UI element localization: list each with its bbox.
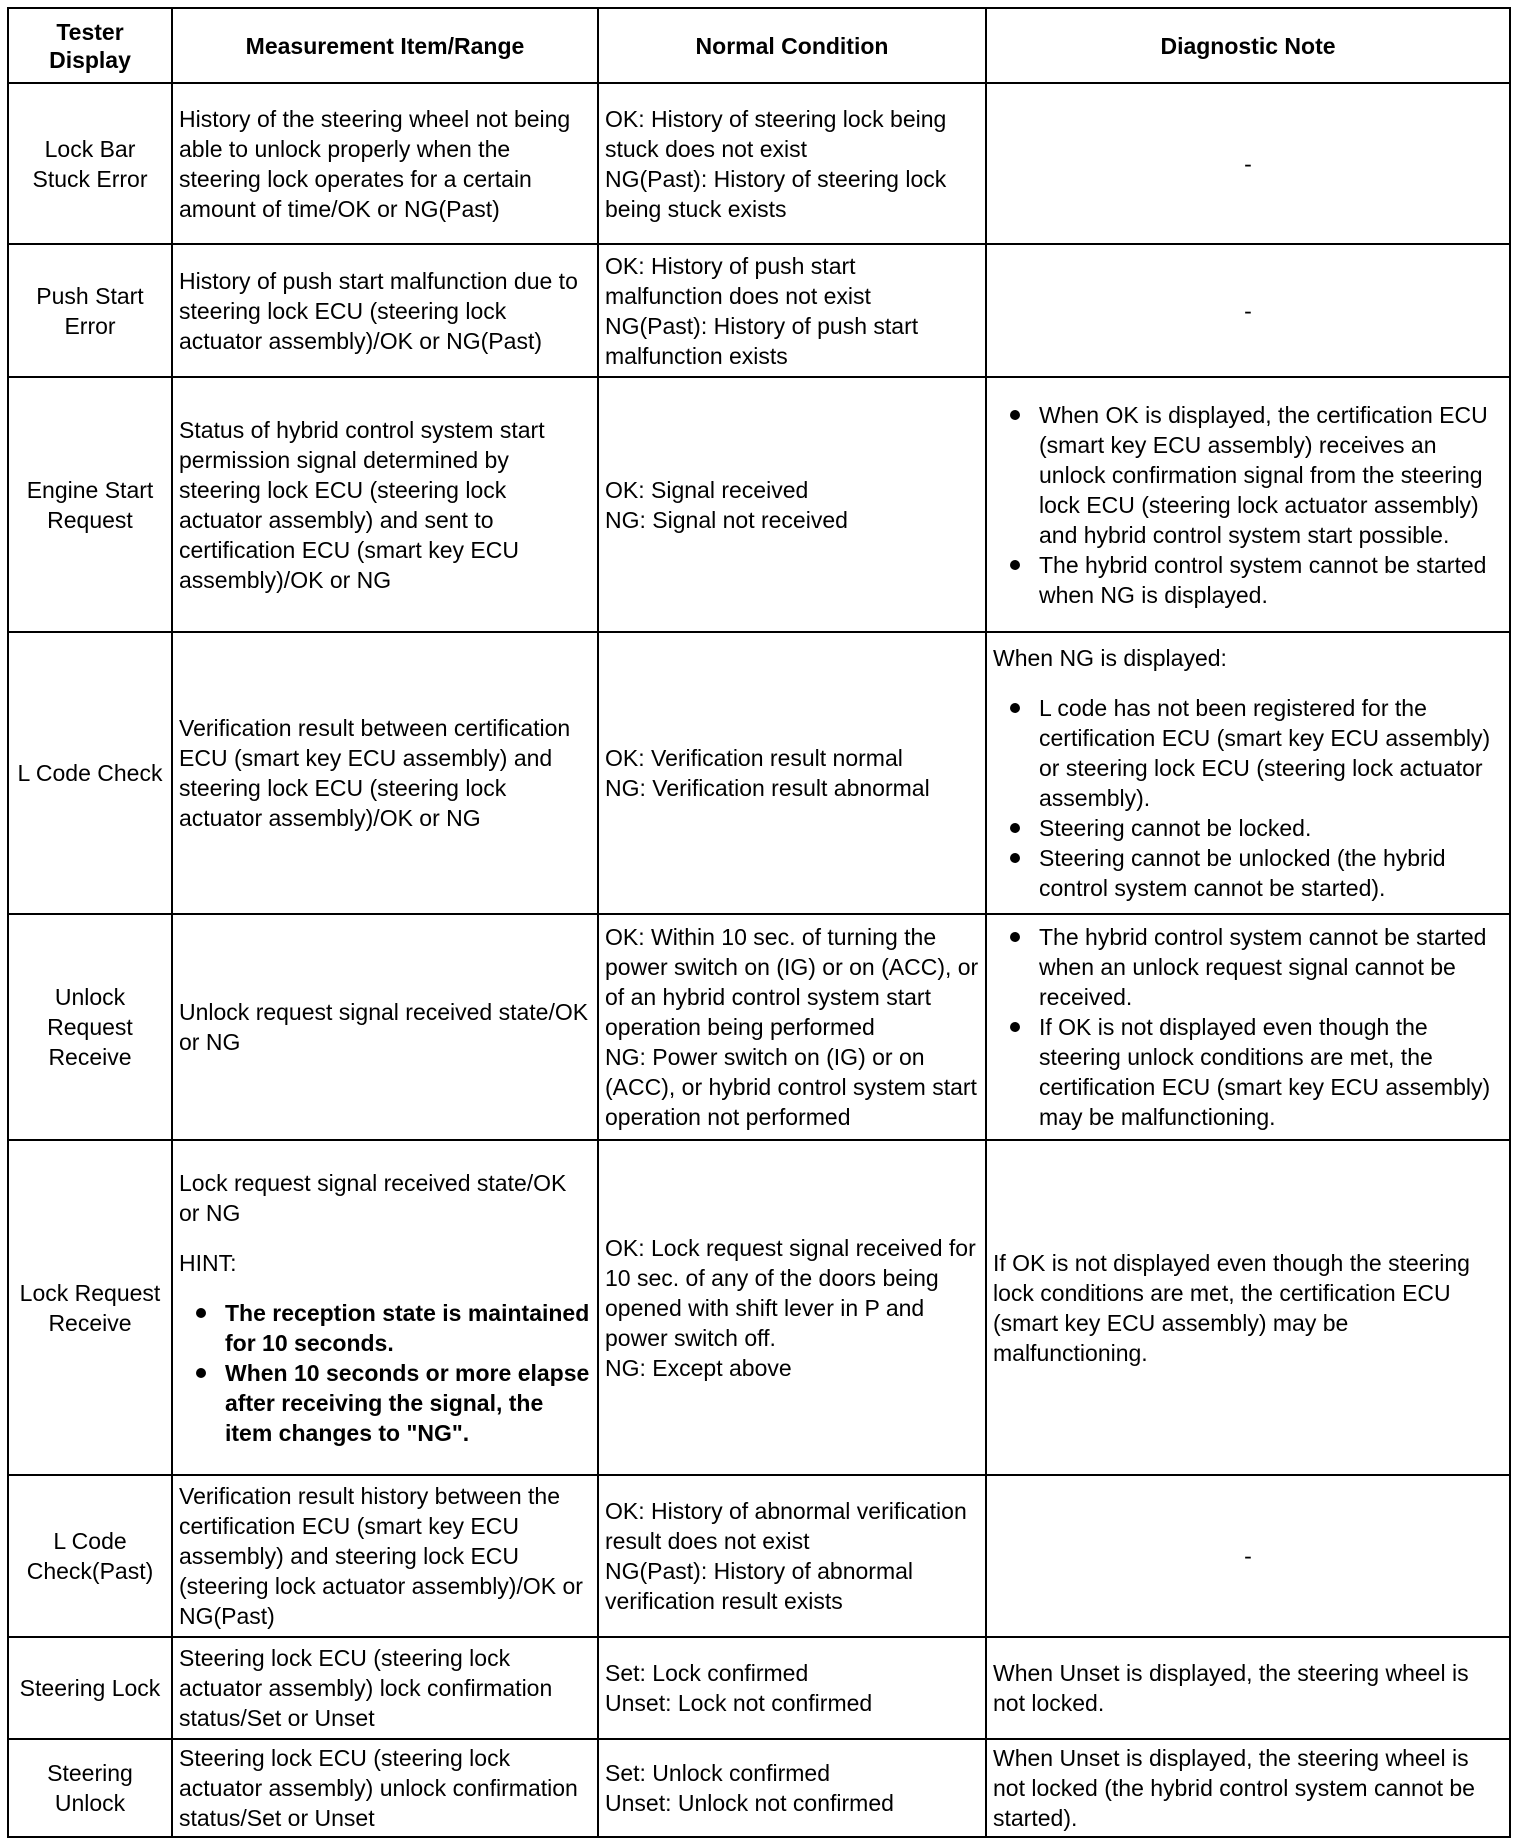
header-normal-condition: Normal Condition [598,8,986,83]
diagnostic-note-cell: If OK is not displayed even though the steering lock conditions are met, the certification ECU (smart key ECU assembly) may be malfunctioning. [986,1140,1510,1475]
diagnostic-note-cell [986,914,1510,1140]
table-row [8,1739,1510,1837]
table-row [8,83,1510,244]
normal-condition-cell [598,1637,986,1739]
table-row [8,1140,1510,1475]
tester-display-cell: Unlock Request Receive [8,914,172,1140]
header-tester-display: Tester Display [8,8,172,83]
table-row [8,244,1510,377]
measurement-cell: Unlock request signal received state/OK or NG [172,914,598,1140]
normal-line: Unset: Unlock not confirmed [605,1790,894,1816]
normal-condition-cell [598,1140,986,1475]
measurement-cell [172,1140,598,1475]
diagnostic-note-cell [986,377,1510,632]
normal-line: NG: Except above [605,1354,792,1381]
measurement-cell: History of push start malfunction due to steering lock ECU (steering lock actuator assembly)/OK or NG(Past) [172,244,598,377]
note-bullet: The hybrid control system cannot be started when NG is displayed. [993,550,1503,610]
note-bullet: Steering cannot be unlocked (the hybrid control system cannot be started). [993,843,1503,903]
normal-line: NG: Power switch on (IG) or on (ACC), or hybrid control system start operation not performed [605,1044,977,1130]
normal-line: OK: History of push start malfunction does not exist [605,252,871,309]
table-row [8,377,1510,632]
normal-line: OK: History of steering lock being stuck does not exist [605,105,947,162]
normal-condition-cell [598,914,986,1140]
tester-display-cell: Push Start Error [8,244,172,377]
diagnostic-note-cell: - [986,244,1510,377]
note-bullet-list [993,693,1503,903]
header-row [8,8,1510,83]
normal-condition-cell [598,1475,986,1637]
normal-line: NG: Signal not received [605,506,848,533]
hint-label: HINT: [179,1249,237,1276]
diagnostic-note-cell [986,632,1510,914]
measurement-text: Lock request signal received state/OK or NG [179,1169,567,1226]
diagnostic-note-cell: - [986,1475,1510,1637]
hint-bullet-list [179,1298,591,1448]
tester-display-cell: Engine Start Request [8,377,172,632]
table-row [8,632,1510,914]
normal-line: OK: Within 10 sec. of turning the power switch on (IG) or on (ACC), or of an hybrid control system start operation being performed [605,924,979,1040]
normal-line: OK: Verification result normal [605,745,903,771]
normal-line: NG: Verification result abnormal [605,775,930,801]
header-diagnostic-note: Diagnostic Note [986,8,1510,83]
normal-line: OK: History of abnormal verification result does not exist [605,1498,967,1554]
hint-bullet: When 10 seconds or more elapse after receiving the signal, the item changes to "NG". [179,1358,591,1448]
normal-condition-cell [598,1739,986,1837]
note-bullet: Steering cannot be locked. [993,813,1503,843]
normal-line: Set: Unlock confirmed [605,1760,830,1786]
diagnostic-note-cell: When Unset is displayed, the steering wheel is not locked (the hybrid control system cannot be started). [986,1739,1510,1837]
measurement-cell: Steering lock ECU (steering lock actuator assembly) lock confirmation status/Set or Unset [172,1637,598,1739]
note-bullet: When OK is displayed, the certification ECU (smart key ECU assembly) receives an unlock confirmation signal from the steering lock ECU (steering lock actuator assembly) and hybrid control system start possible. [993,400,1503,550]
normal-line: NG(Past): History of steering lock being stuck exists [605,165,947,222]
note-bullet: If OK is not displayed even though the steering unlock conditions are met, the certification ECU (smart key ECU assembly) may be malfunctioning. [993,1012,1503,1132]
table-row [8,914,1510,1140]
normal-condition-cell [598,244,986,377]
tester-display-cell: Steering Unlock [8,1739,172,1837]
normal-line: NG(Past): History of push start malfunction exists [605,312,919,369]
measurement-cell: Steering lock ECU (steering lock actuator assembly) unlock confirmation status/Set or Unset [172,1739,598,1837]
measurement-cell: Status of hybrid control system start permission signal determined by steering lock ECU (steering lock actuator assembly) and sent to certification ECU (smart key ECU assembly)/OK or NG [172,377,598,632]
tester-display-cell: L Code Check(Past) [8,1475,172,1637]
note-bullet: The hybrid control system cannot be started when an unlock request signal cannot be received. [993,922,1503,1012]
normal-condition-cell [598,632,986,914]
measurement-cell: Verification result history between the certification ECU (smart key ECU assembly) and steering lock ECU (steering lock actuator assembly)/OK or NG(Past) [172,1475,598,1637]
data-monitor-table [7,7,1511,1838]
tester-display-cell: L Code Check [8,632,172,914]
note-bullet-list [993,400,1503,610]
diagnostic-note-cell: When Unset is displayed, the steering wheel is not locked. [986,1637,1510,1739]
normal-condition-cell [598,377,986,632]
measurement-cell: History of the steering wheel not being able to unlock properly when the steering lock operates for a certain amount of time/OK or NG(Past) [172,83,598,244]
normal-line: Set: Lock confirmed [605,1660,809,1686]
normal-line: OK: Signal received [605,476,809,503]
measurement-cell: Verification result between certification ECU (smart key ECU assembly) and steering lock ECU (steering lock actuator assembly)/OK or NG [172,632,598,914]
normal-line: OK: Lock request signal received for 10 sec. of any of the doors being opened with shift lever in P and power switch off. [605,1234,976,1351]
diagnostic-note-cell: - [986,83,1510,244]
tester-display-cell: Steering Lock [8,1637,172,1739]
normal-line: NG(Past): History of abnormal verification result exists [605,1558,914,1614]
table-row [8,1475,1510,1637]
note-intro: When NG is displayed: [993,645,1227,671]
tester-display-cell: Lock Request Receive [8,1140,172,1475]
normal-condition-cell [598,83,986,244]
tester-display-cell: Lock Bar Stuck Error [8,83,172,244]
table-row [8,1637,1510,1739]
hint-bullet: The reception state is maintained for 10 seconds. [179,1298,591,1358]
normal-line: Unset: Lock not confirmed [605,1690,873,1716]
note-bullet: L code has not been registered for the certification ECU (smart key ECU assembly) or steering lock ECU (steering lock actuator assembly). [993,693,1503,813]
note-bullet-list [993,922,1503,1132]
header-measurement: Measurement Item/Range [172,8,598,83]
